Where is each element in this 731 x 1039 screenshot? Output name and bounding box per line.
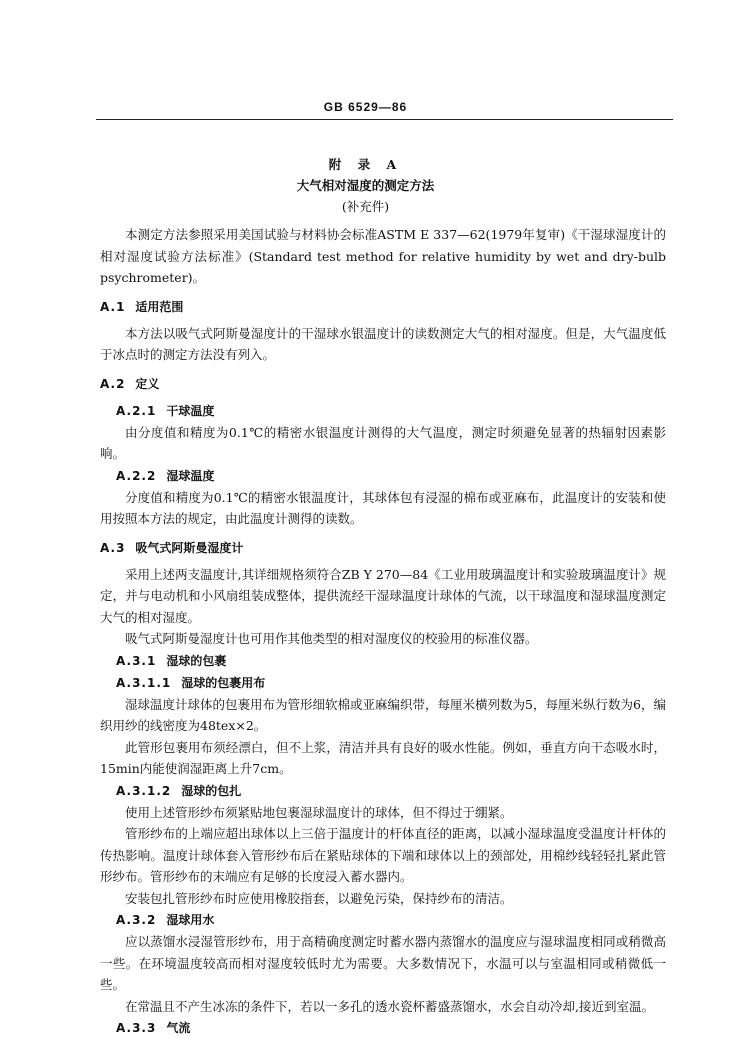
paragraph-a3-1-2-b: 管形纱布的上端应超出球体以上三倍于温度计的杆体直径的距离，以减小湿球温度受温度计杆体的传热影响。温度计球体套入管形纱布后在紧贴球体的下端和球体以上的颈部处，用棉纱线轻轻扎紧此管形纱布。管形纱布的末端应有足够的长度浸入蓄水器内。	[100, 826, 666, 884]
paragraph-a3-1: 采用上述两支温度计,其详细规格须符合ZB Y 270—84《工业用玻璃温度计和实验玻璃温度计》规定，并与电动机和小风扇组装成整体，提供流经干湿球温度计球体的气流，以干球温度和湿球温度测定大气的相对湿度。	[100, 566, 666, 625]
paragraph-a2-1: 由分度值和精度为0.1℃的精密水银温度计测得的大气温度，测定时须避免显著的热辐射因素影响。	[100, 424, 666, 461]
standard-code-header: GB 6529—86	[323, 100, 408, 114]
paragraph-a3-1-2-c: 安装包扎管形纱布时应使用橡胶指套，以避免污染，保持纱布的清洁。	[125, 890, 513, 906]
section-heading-a3-2	[100, 909, 666, 931]
section-title: 气流	[166, 1021, 191, 1035]
section-title: 湿球温度	[166, 468, 215, 483]
section-title: 适用范围	[135, 299, 184, 314]
section-number: A.3.1	[116, 653, 157, 668]
section-title: 吸气式阿斯曼湿度计	[135, 540, 244, 555]
section-heading-a3-1-2	[100, 780, 666, 802]
paragraph-a2-2: 分度值和精度为0.1℃的精密水银温度计，其球体包有浸湿的棉布或亚麻布，此温度计的安装和使用按照本方法的规定，由此温度计测得的读数。	[100, 489, 666, 526]
paragraph-a3-1-1-a: 湿球温度计球体的包裹用布为管形细软棉或亚麻编织带，每厘米横列数为5，每厘米纵行数为6，编织用纱的线密度为48tex×2。	[100, 696, 666, 733]
section-number: A.3.1.2	[116, 783, 172, 798]
section-title: 湿球的包裹	[166, 653, 227, 668]
section-heading-a2-1	[100, 400, 666, 422]
section-number: A.1	[100, 299, 126, 314]
section-number: A.2	[100, 376, 126, 391]
section-heading-a1	[100, 296, 666, 318]
section-number: A.3.1.1	[116, 675, 172, 690]
section-number: A.3.2	[116, 913, 157, 927]
section-title: 湿球的包扎	[181, 783, 242, 798]
paragraph-a3-2: 吸气式阿斯曼湿度计也可用作其他类型的相对湿度仪的校验用的标准仪器。	[125, 631, 538, 646]
section-heading-a2-2	[100, 465, 666, 487]
header-rule	[96, 119, 673, 120]
section-heading-a3-1-1	[100, 672, 666, 694]
paragraph-a1: 本方法以吸气式阿斯曼湿度计的干湿球水银温度计的读数测定大气的相对湿度。但是，大气温度低于冰点时的测定方法没有列入。	[100, 325, 666, 362]
section-heading-a2	[100, 373, 666, 395]
section-number: A.3.3	[116, 1021, 157, 1035]
section-heading-a3	[100, 537, 666, 559]
section-number: A.2.1	[116, 403, 157, 418]
paragraph-a3-2-a: 应以蒸馏水浸湿管形纱布，用于高精确度测定时蓄水器内蒸馏水的温度应与湿球温度相同或稍微高一些。在环境温度较高而相对湿度较低时尤为需要。大多数情况下，水温可以与室温相同或稍微低一些。	[100, 934, 666, 992]
section-heading-a3-3	[100, 1017, 666, 1039]
intro-paragraph: 本测定方法参照采用美国试验与材料协会标准ASTM E 337—62(1979年复审)《干湿球湿度计的相对湿度试验方法标准》(Standard test method for relative humidity by wet and dry-bulb psychrometer)。	[100, 227, 666, 285]
section-title: 干球温度	[166, 403, 215, 418]
section-title: 湿球用水	[166, 913, 215, 927]
section-number: A.2.2	[116, 468, 157, 483]
paragraph-a3-1-1-b: 此管形包裹用布须经漂白，但不上浆，清洁并具有良好的吸水性能。例如，垂直方向干态吸水时，15min内能使润湿距离上升7cm。	[100, 739, 666, 776]
section-number: A.3	[100, 540, 126, 555]
appendix-label: 附 录 A	[328, 157, 403, 172]
section-heading-a3-1	[100, 650, 666, 672]
appendix-note: (补充件)	[341, 199, 390, 214]
appendix-title: 大气相对湿度的测定方法	[296, 178, 435, 193]
paragraph-a3-2-b: 在常温且不产生冰冻的条件下，若以一多孔的透水瓷杯蓄盛蒸馏水，水会自动冷却,接近到室温。	[125, 998, 654, 1014]
section-title: 湿球的包裹用布	[181, 675, 266, 690]
paragraph-a3-1-2-a: 使用上述管形纱布须紧贴地包裹湿球温度计的球体，但不得过于绷紧。	[125, 804, 513, 820]
section-title: 定义	[135, 376, 160, 391]
document-body	[100, 224, 666, 1039]
